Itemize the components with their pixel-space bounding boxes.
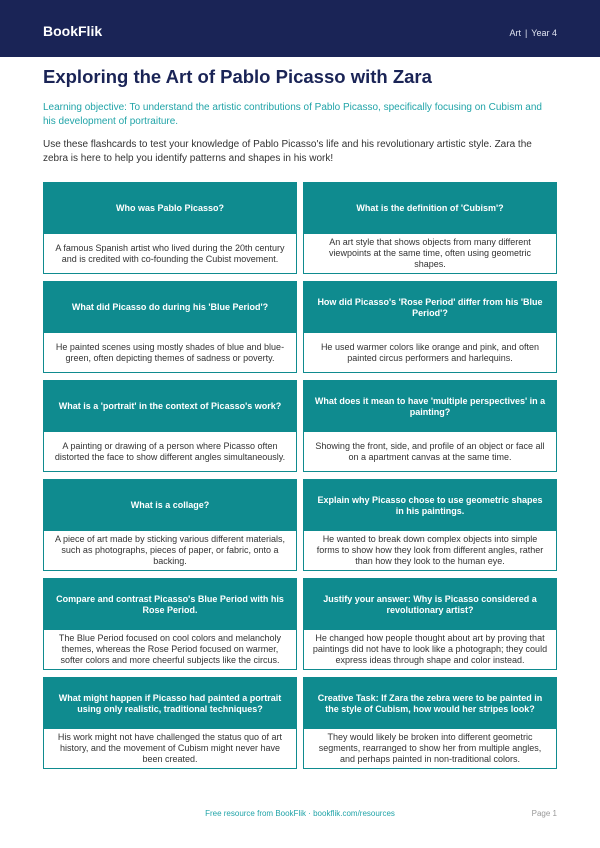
year-label: Year 4 — [531, 28, 557, 38]
flashcard-question: What did Picasso do during his 'Blue Period'? — [44, 282, 296, 333]
footer-resource-link[interactable]: Free resource from BookFlik · bookflik.com/resources — [205, 809, 395, 818]
flashcard — [43, 479, 297, 571]
flashcard-answer: He painted scenes using mostly shades of blue and blue-green, often depicting themes of sadness or poverty. — [55, 341, 285, 363]
flashcard — [43, 380, 297, 472]
flashcard — [303, 182, 557, 274]
flashcard-question: Explain why Picasso chose to use geometric shapes in his paintings. — [304, 480, 556, 531]
brand-logo-text[interactable]: BookFlik — [43, 23, 103, 39]
flashcard — [303, 578, 557, 670]
flashcard — [43, 578, 297, 670]
flashcard — [303, 479, 557, 571]
flashcard-answer: The Blue Period focused on cool colors and melancholy themes, whereas the Rose Period focused on warmer, softer colors and more cheerful subjects like the circus. — [58, 633, 282, 665]
flashcard-answer: A painting or drawing of a person where Picasso often distorted the face to show different angles simultaneously. — [54, 440, 286, 462]
header-bar — [0, 0, 600, 57]
flashcard-question: Compare and contrast Picasso's Blue Period with his Rose Period. — [44, 579, 296, 630]
flashcard-question: What does it mean to have 'multiple perspectives' in a painting? — [304, 381, 556, 432]
flashcard-answer: Showing the front, side, and profile of an object or face all on a apartment canvas at the same time. — [315, 440, 545, 462]
flashcard-answer: He changed how people thought about art by proving that paintings did not have to look like a photograph; they could express ideas through shape and color instead. — [312, 633, 548, 665]
subject-label: Art — [509, 28, 521, 38]
flashcard-question: Creative Task: If Zara the zebra were to be painted in the style of Cubism, how would her stripes look? — [304, 678, 556, 729]
flashcard-question: How did Picasso's 'Rose Period' differ from his 'Blue Period'? — [304, 282, 556, 333]
flashcard — [43, 281, 297, 373]
flashcard — [43, 677, 297, 769]
intro-text: Use these flashcards to test your knowledge of Pablo Picasso's life and his revolutionary artistic style. Zara the zebra is here to help you identify patterns and shapes in his work! — [43, 139, 532, 164]
flashcard — [303, 677, 557, 769]
page-number: Page 1 — [531, 809, 557, 818]
flashcard-question: Who was Pablo Picasso? — [44, 183, 296, 234]
flashcard-answer: They would likely be broken into different geometric segments, rearranged to show her from multiple angles, and perhaps painted in non-traditional colors. — [318, 732, 542, 764]
subject-year-label — [509, 28, 557, 38]
flashcard — [43, 182, 297, 274]
meta-separator: | — [524, 28, 528, 38]
flashcard — [303, 380, 557, 472]
flashcard-answer: A famous Spanish artist who lived during the 20th century and is credited with co-founding the Cubist movement. — [55, 242, 285, 264]
flashcard-question: What is a collage? — [44, 480, 296, 531]
flashcard-question: What might happen if Picasso had painted a portrait using only realistic, traditional techniques? — [44, 678, 296, 729]
learning-objective: Learning objective: To understand the artistic contributions of Pablo Picasso, specifically focusing on Cubism and his development of portraiture. — [43, 102, 542, 127]
page-title: Exploring the Art of Pablo Picasso with Zara — [43, 66, 432, 87]
flashcard-question: What is a 'portrait' in the context of Picasso's work? — [44, 381, 296, 432]
flashcard-answer: He wanted to break down complex objects into simple forms to show how they look from different angles, rather than how they look to the human eye. — [316, 534, 544, 566]
flashcard-answer: His work might not have challenged the status quo of art history, and the movement of Cubism might never have been created. — [57, 732, 283, 764]
flashcard-question: What is the definition of 'Cubism'? — [304, 183, 556, 234]
flashcard-question: Justify your answer: Why is Picasso considered a revolutionary artist? — [304, 579, 556, 630]
flashcard — [303, 281, 557, 373]
flashcard-answer: He used warmer colors like orange and pink, and often painted circus performers and harlequins. — [320, 341, 540, 363]
flashcard-answer: An art style that shows objects from many different viewpoints at the same time, often using geometric shapes. — [328, 237, 532, 269]
flashcard-answer: A piece of art made by sticking various different materials, such as photographs, pieces of paper, or fabric, onto a backing. — [55, 534, 285, 566]
